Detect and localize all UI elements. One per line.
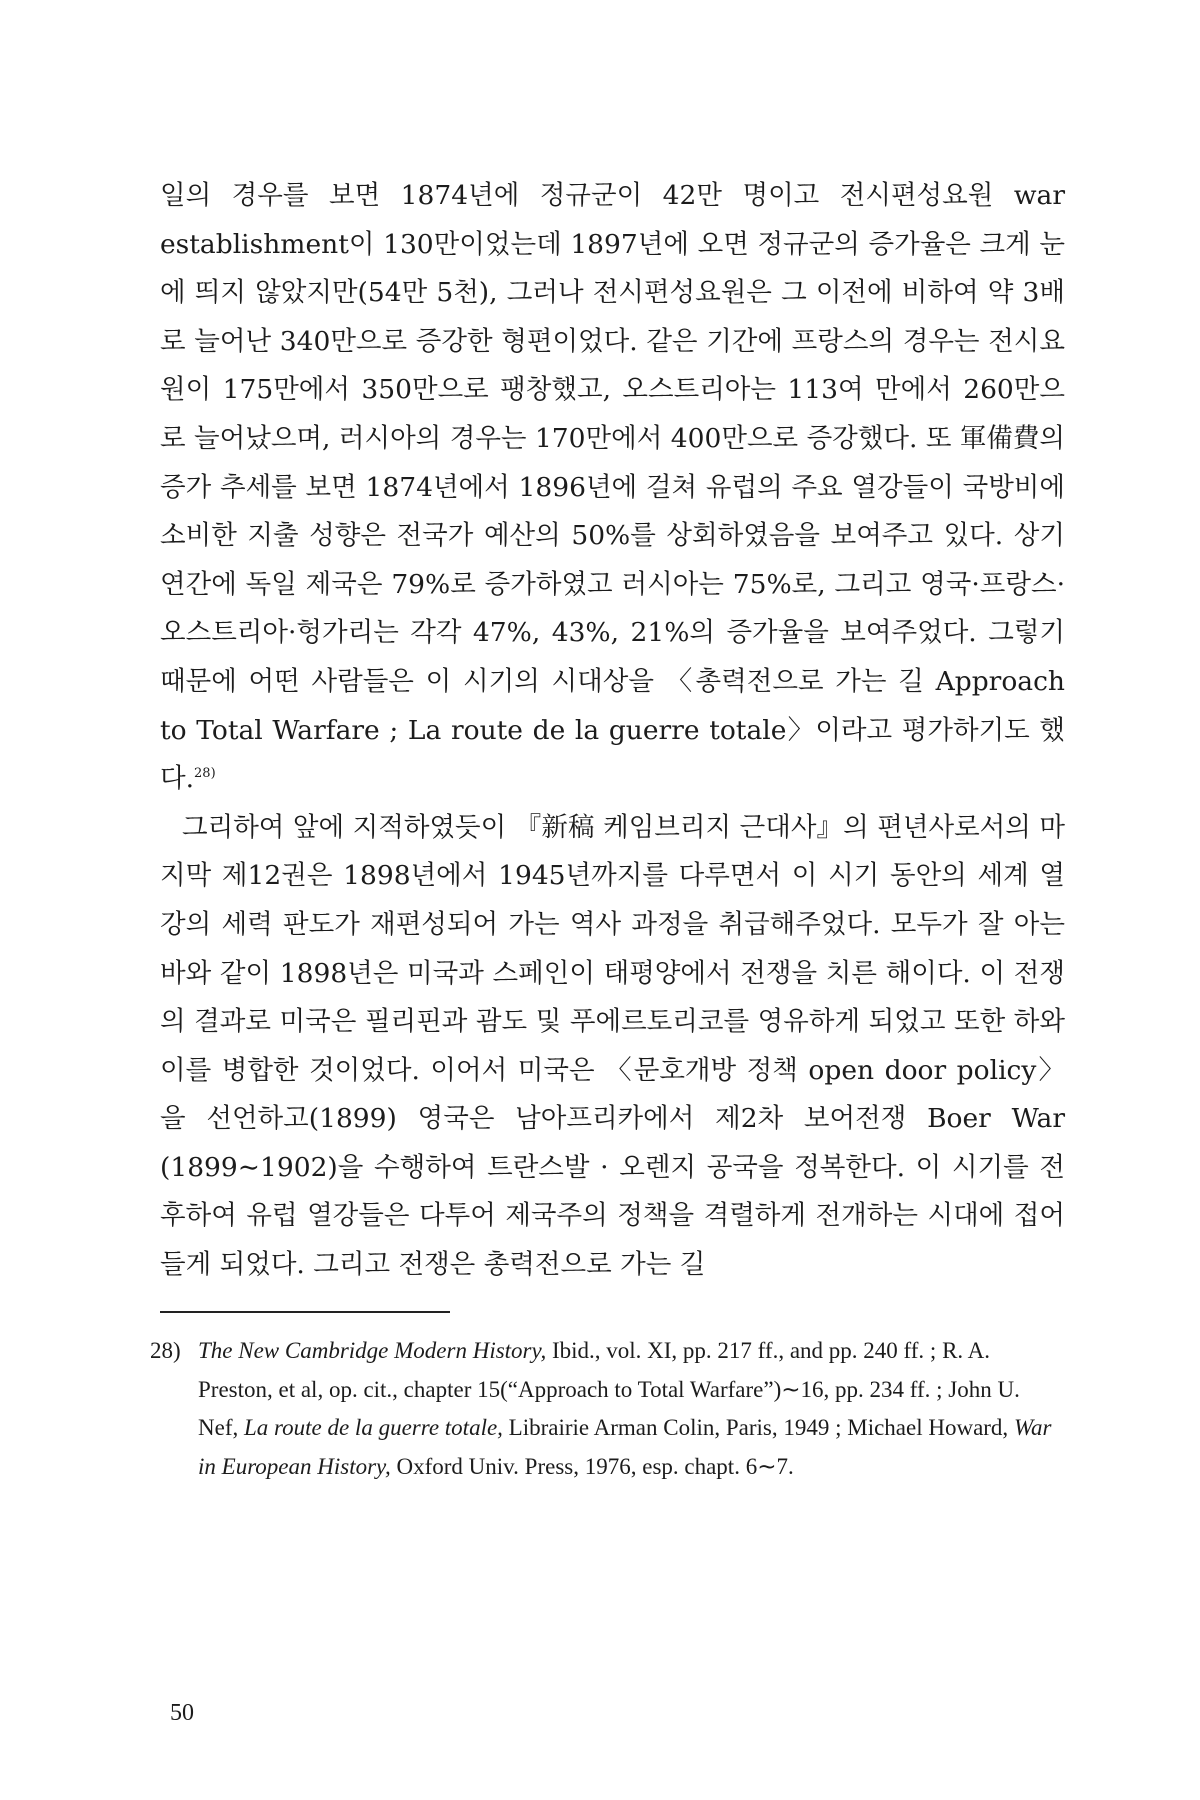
footnote-text: Librairie Arman Colin, Paris, 1949 ; Michael Howard,	[502, 1415, 1014, 1440]
body-text	[160, 172, 1065, 1290]
footnote-body	[198, 1332, 1065, 1486]
footnote-divider	[160, 1311, 450, 1313]
footnote-book-title: The New Cambridge Modern History,	[198, 1338, 547, 1363]
page-number: 50	[170, 1700, 194, 1726]
paragraph	[160, 172, 1065, 804]
footnote-number: 28)	[150, 1338, 181, 1363]
paragraph-text: 일의 경우를 보면 1874년에 정규군이 42만 명이고 전시편성요원 war establishment이 130만이었는데 1897년에 오면 정규군의 증가율은 크게 눈에 띄지 않았지만(54만 5천), 그러나 전시편성요원은 그 이전에 비하여 약 3배로 늘어난 340만으로 증강한 형편이었다. 같은 기간에 프랑스의 경우는 전시요원이 175만에서 350만으로 팽창했고, 오스트리아는 113여 만에서 260만으로 늘어났으며, 러시아의 경우는 170만에서 400만으로 증강했다. 또 軍備費의 증가 추세를 보면 1874년에서 1896년에 걸쳐 유럽의 주요 열강들이 국방비에 소비한 지출 성향은 전국가 예산의 50%를 상회하였음을 보여주고 있다. 상기 연간에 독일 제국은 79%로 증가하였고 러시아는 75%로, 그리고 영국·프랑스·오스트리아·헝가리는 각각 47%, 43%, 21%의 증가율을 보여주었다. 그렇기 때문에 어떤 사람들은 이 시기의 시대상을 〈총력전으로 가는 길 Approach to Total Warfare ; La route de la guerre totale〉이라고 평가하기도 했다.	[160, 180, 1065, 795]
footnote-text: Oxford Univ. Press, 1976, esp. chapt. 6∼7.	[390, 1453, 794, 1479]
footnote-book-title: La route de la guerre totale,	[243, 1415, 503, 1440]
footnote-reference[interactable]: 28)	[194, 766, 216, 782]
paragraph-text: 그리하여 앞에 지적하였듯이 『新稿 케임브리지 근대사』의 편년사로서의 마지막 제12권은 1898년에서 1945년까지를 다루면서 이 시기 동안의 세계 열강의 세력 판도가 재편성되어 가는 역사 과정을 취급해주었다. 모두가 잘 아는 바와 같이 1898년은 미국과 스페인이 태평양에서 전쟁을 치른 해이다. 이 전쟁의 결과로 미국은 필리핀과 괌도 및 푸에르토리코를 영유하게 되었고 또한 하와이를 병합한 것이었다. 이어서 미국은 〈문호개방 정책 open door policy〉을 선언하고(1899) 영국은 남아프리카에서 제2차 보어전쟁 Boer War (1899∼1902)을 수행하여 트란스발 · 오렌지 공국을 정복한다. 이 시기를 전후하여 유럽 열강들은 다투어 제국주의 정책을 격렬하게 전개하는 시대에 접어들게 되었다. 그리고 전쟁은 총력전으로 가는 길	[160, 811, 1065, 1281]
footnote-book-title: War in European History,	[198, 1415, 1052, 1479]
footnote	[150, 1332, 1065, 1486]
footnote-text: Ibid., vol. XI, pp. 217 ff., and pp. 240 ff. ; R. A. Preston, et al, op. cit., chapter 15(“Approach to Total Warfare”)∼16, pp. 234 ff. ; John U. Nef,	[198, 1338, 1020, 1440]
paragraph	[160, 804, 1065, 1290]
